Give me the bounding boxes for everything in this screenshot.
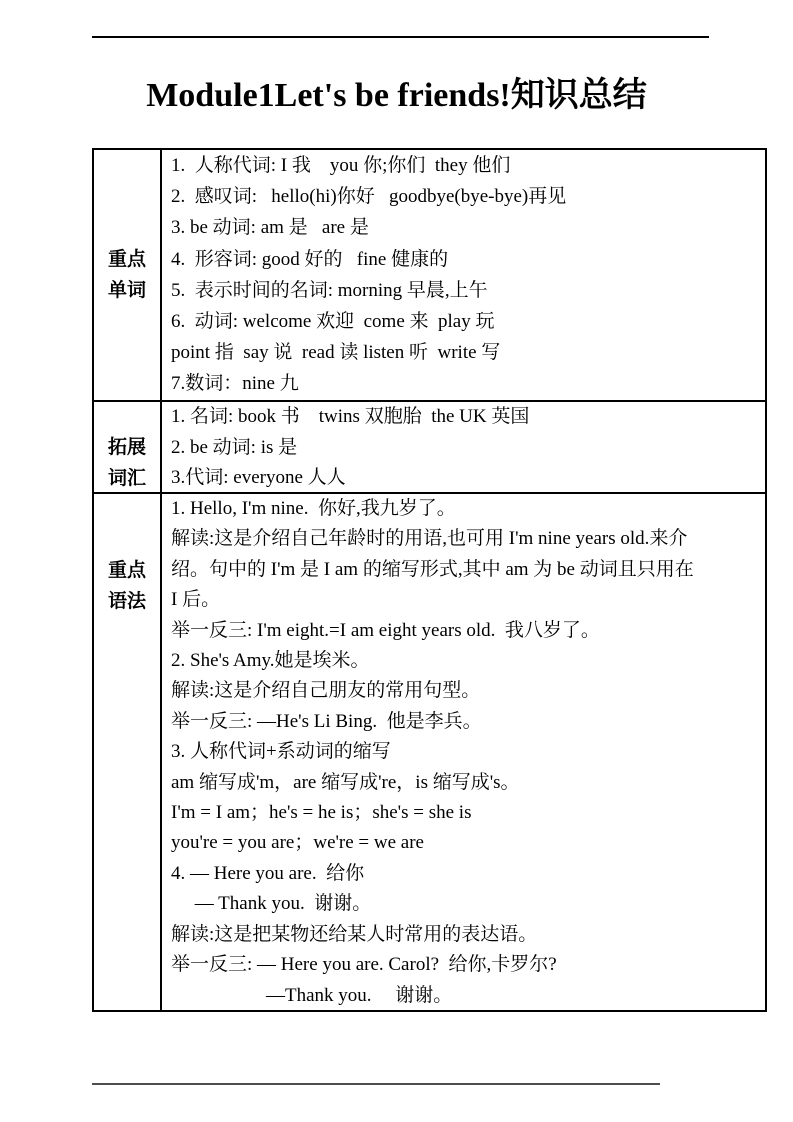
text-line: 4. 形容词: good 好的 fine 健康的 (171, 248, 449, 270)
text-line: 1. 人称代词: I 我 you 你;你们 they 他们 (171, 155, 511, 176)
text-line: 解读:这是把某物还给某人时常用的表达语。 (171, 923, 538, 945)
text-line: 2. be 动词: is 是 (171, 436, 298, 458)
bottom-rule (92, 1083, 660, 1085)
text-line: 3. be 动词: am 是 are 是 (171, 217, 369, 239)
text-line: 举一反三: —He's Li Bing. 他是李兵。 (171, 710, 482, 732)
row-content (162, 402, 765, 492)
text-line: 解读:这是介绍自己年龄时的用语,也可用 I'm nine years old.来介 (171, 528, 688, 550)
text-line: — Thank you. 谢谢。 (171, 893, 372, 915)
row-header-line: 词汇 (107, 468, 146, 489)
table-row (94, 492, 765, 1010)
text-line: 举一反三: — Here you are. Carol? 给你,卡罗尔? (171, 954, 557, 976)
text-line: 1. 名词: book 书 twins 双胞胎 the UK 英国 (171, 406, 530, 427)
text-line: you're = you are；we're = we are (171, 832, 424, 854)
text-line: I'm = I am；he's = he is；she's = she is (171, 802, 472, 824)
row-content (162, 494, 765, 1010)
row-header-line: 语法 (107, 591, 146, 612)
text-line: 2. 感叹词: hello(hi)你好 goodbye(bye-bye)再见 (171, 186, 567, 208)
row-header-line: 重点 (107, 249, 146, 270)
row-header-line: 拓展 (107, 437, 146, 458)
row-header (94, 494, 162, 1010)
text-line: am 缩写成'm，are 缩写成're，is 缩写成's。 (171, 771, 520, 793)
text-line: —Thank you. 谢谢。 (171, 984, 453, 1006)
text-line: point 指 say 说 read 读 listen 听 write 写 (171, 342, 501, 364)
text-line: 绍。句中的 I'm 是 I am 的缩写形式,其中 am 为 be 动词且只用在 (171, 558, 694, 580)
text-line: 5. 表示时间的名词: morning 早晨,上午 (171, 279, 488, 301)
top-rule (92, 36, 709, 38)
text-line: 7.数词：nine 九 (171, 373, 299, 395)
table-row (94, 400, 765, 492)
text-line: 解读:这是介绍自己朋友的常用句型。 (171, 680, 481, 702)
row-header-line: 重点 (107, 560, 146, 581)
text-line: 2. She's Amy.她是埃米。 (171, 650, 370, 672)
text-line: 6. 动词: welcome 欢迎 come 来 play 玩 (171, 311, 495, 333)
text-line: 4. — Here you are. 给你 (171, 862, 365, 884)
text-line: 举一反三: I'm eight.=I am eight years old. 我八岁了。 (171, 619, 600, 641)
text-line: 3.代词: everyone 人人 (171, 467, 346, 489)
row-header (94, 150, 162, 400)
row-header-line: 单词 (107, 280, 146, 301)
row-header (94, 402, 162, 492)
text-line: 3. 人称代词+系动词的缩写 (171, 741, 391, 763)
page-title: Module1Let's be friends!知识总结 (146, 77, 647, 114)
summary-table (92, 148, 767, 1012)
text-line: 1. Hello, I'm nine. 你好,我九岁了。 (171, 498, 456, 519)
text-line: I 后。 (171, 589, 221, 611)
table-row (94, 150, 765, 400)
row-content (162, 150, 765, 400)
